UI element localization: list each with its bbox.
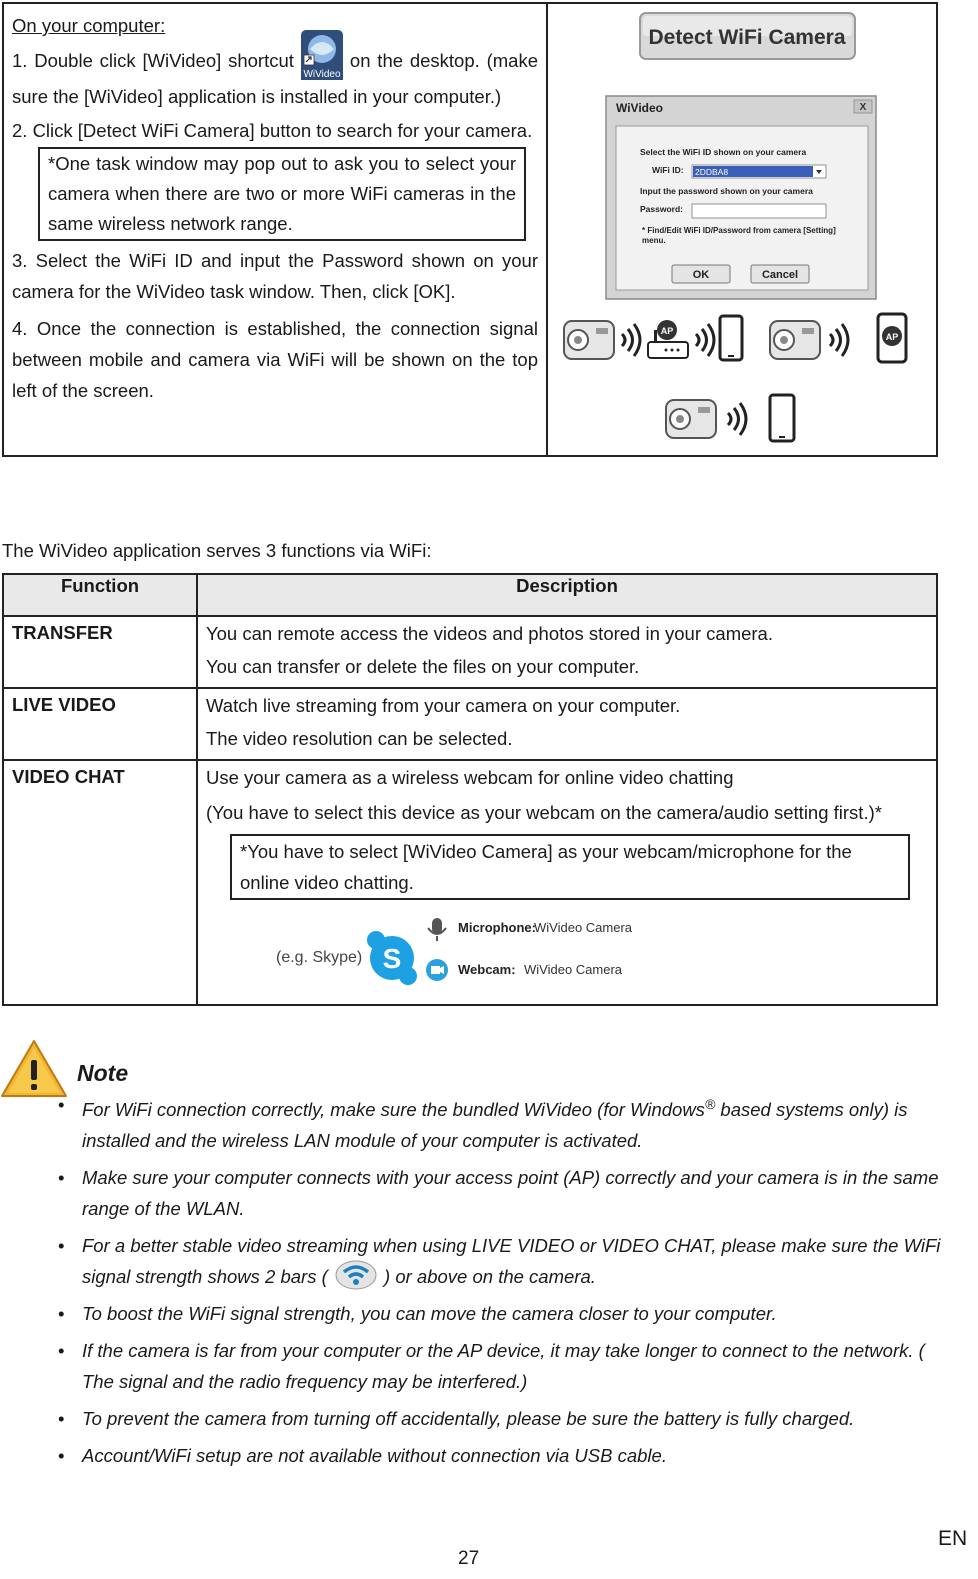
functions-table	[2, 573, 938, 1006]
wifi-signal-icon	[728, 403, 746, 435]
note-list	[58, 1089, 942, 1477]
password-input[interactable]	[692, 204, 826, 218]
camera-icon	[770, 321, 820, 359]
wivideo-dialog	[606, 96, 876, 299]
step-1-pre: 1. Double click [WiVideo] shortcut	[12, 49, 294, 71]
phone-icon	[720, 316, 742, 360]
detect-wifi-camera-button[interactable]	[640, 13, 855, 59]
dialog-title: WiVideo	[616, 101, 664, 115]
table-row	[3, 760, 937, 1005]
warning-icon	[2, 1041, 66, 1096]
wivideo-shortcut-icon	[300, 29, 344, 81]
svg-text:S: S	[382, 943, 402, 974]
wifi-signal-icon	[696, 324, 714, 356]
setup-instructions	[4, 4, 548, 455]
functions-intro: The WiVideo application serves 3 functions via WiFi:	[2, 540, 432, 561]
function-transfer: TRANSFER	[3, 616, 197, 688]
live-line-2: The video resolution can be selected.	[206, 728, 513, 749]
note-3-pre: For a better stable video streaming when using LIVE VIDEO or VIDEO CHAT, please make sure the WiFi signal strength shows 2 bars (	[82, 1235, 941, 1288]
skype-icon	[367, 931, 417, 985]
transfer-description	[197, 616, 937, 688]
setup-table	[2, 2, 938, 457]
live-video-description	[197, 688, 937, 760]
dialog-hint: * Find/Edit WiFi ID/Password from camera [Setting] menu.	[642, 226, 836, 245]
table-row	[3, 688, 937, 760]
phone-icon	[770, 395, 794, 441]
dialog-ok-label: OK	[692, 269, 710, 281]
dialog-close-label: X	[859, 102, 867, 113]
function-video-chat: VIDEO CHAT	[3, 760, 197, 1005]
webcam-label: Webcam:	[458, 962, 516, 977]
webcam-icon	[426, 959, 448, 981]
note-1-post: based systems only) is installed and the wireless LAN module of your computer is activated.	[82, 1099, 908, 1152]
step-3: 3. Select the WiFi ID and input the Password shown on your camera for the WiVideo task window. Then, click [OK].	[12, 250, 538, 302]
phone-ap-icon	[878, 314, 906, 362]
skype-eg-label: (e.g. Skype)	[276, 949, 363, 966]
function-live-video: LIVE VIDEO	[3, 688, 197, 760]
multi-camera-note: *One task window may pop out to ask you to select your camera when there are two or more WiFi cameras in the same wireless network range.	[38, 147, 526, 241]
wifi-signal-bars-icon	[333, 1260, 379, 1290]
ap-label-2: AP	[885, 332, 899, 342]
detect-button-label: Detect WiFi Camera	[648, 26, 846, 49]
chat-line-2: (You have to select this device as your webcam on the camera/audio setting first.)*	[206, 802, 882, 823]
wifi-signal-icon	[830, 324, 848, 356]
col-description-header: Description	[197, 574, 937, 616]
note-title: Note	[77, 1060, 129, 1086]
access-point-icon	[648, 320, 688, 358]
shortcut-icon-label: WiVideo	[303, 69, 341, 80]
mic-label: Microphone:	[458, 920, 536, 935]
table-header-row	[3, 574, 937, 616]
dialog-password-prompt: Input the password shown on your camera	[640, 186, 813, 196]
list-item	[58, 1230, 942, 1292]
dialog-ok-button[interactable]	[672, 265, 730, 283]
step-2: 2. Click [Detect WiFi Camera] button to search for your camera.	[12, 120, 533, 141]
note-3-post: ) or above on the camera.	[384, 1266, 596, 1288]
camera-icon	[666, 400, 716, 438]
microphone-icon	[428, 918, 446, 941]
page-number: 27	[458, 1548, 480, 1569]
table-row	[3, 616, 937, 688]
registered-mark: ®	[704, 1096, 716, 1112]
dialog-close-button[interactable]	[854, 100, 872, 113]
dialog-wifi-id-label: WiFi ID:	[652, 165, 684, 175]
wifi-id-select[interactable]	[692, 165, 826, 178]
step-4: 4. Once the connection is established, the connection signal between mobile and camera via WiFi will be shown on the top left of the screen.	[12, 318, 538, 401]
wifi-id-value: 2DDBA8	[695, 167, 729, 177]
setup-illustration-svg	[548, 4, 936, 455]
list-item: • If the camera is far from your computer or the AP device, it may take longer to connect to the network. ( The signal and the radio frequency may be interfered.)	[58, 1335, 942, 1397]
list-item: • Make sure your computer connects with your access point (AP) correctly and your camera is in the same range of the WLAN.	[58, 1162, 942, 1224]
dialog-cancel-label: Cancel	[761, 269, 799, 281]
wifi-signal-icon	[622, 324, 640, 356]
list-item: • Account/WiFi setup are not available without connection via USB cable.	[58, 1440, 942, 1471]
ap-label-1: AP	[660, 326, 674, 336]
setup-heading: On your computer:	[12, 15, 166, 36]
dialog-select-label: Select the WiFi ID shown on your camera	[640, 147, 807, 157]
language-tag: EN	[938, 1527, 968, 1550]
webcam-note: *You have to select [WiVideo Camera] as your webcam/microphone for the online video chatting.	[230, 834, 910, 900]
transfer-line-2: You can transfer or delete the files on your computer.	[206, 656, 640, 677]
list-item: • To prevent the camera from turning off accidentally, please be sure the battery is fully charged.	[58, 1403, 942, 1434]
step-1-post: on the desktop. (make sure the [WiVideo] application is installed in your computer.)	[12, 49, 538, 107]
skype-example-svg	[206, 904, 926, 1000]
chat-line-1: Use your camera as a wireless webcam for online video chatting	[206, 767, 734, 788]
mic-value: WiVideo Camera	[534, 920, 633, 935]
webcam-value: WiVideo Camera	[524, 962, 623, 977]
list-item: • To boost the WiFi signal strength, you can move the camera closer to your computer.	[58, 1298, 942, 1329]
transfer-line-1: You can remote access the videos and photos stored in your camera.	[206, 623, 773, 644]
video-chat-description	[197, 760, 937, 1005]
skype-example	[206, 904, 928, 1002]
camera-icon	[564, 321, 614, 359]
col-function-header: Function	[3, 574, 197, 616]
setup-illustration	[548, 4, 936, 455]
list-item	[58, 1089, 942, 1156]
dialog-password-label: Password:	[640, 204, 683, 214]
dialog-cancel-button[interactable]	[751, 265, 809, 283]
live-line-1: Watch live streaming from your camera on your computer.	[206, 695, 681, 716]
note-1-pre: For WiFi connection correctly, make sure the bundled WiVideo (for Windows	[82, 1099, 705, 1121]
